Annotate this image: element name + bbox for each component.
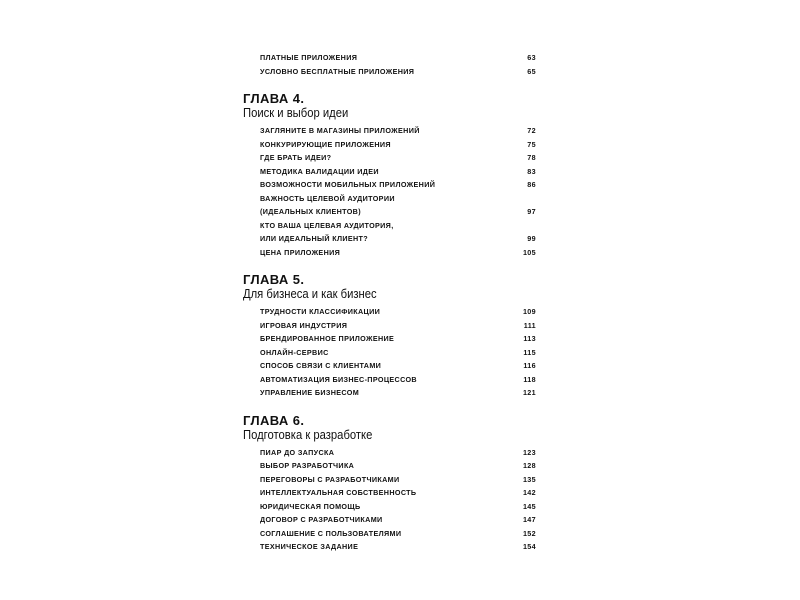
toc-entry-page: 109 bbox=[522, 307, 536, 316]
toc-entry bbox=[243, 219, 540, 233]
toc-entry-page: 75 bbox=[527, 139, 536, 149]
toc-entry bbox=[243, 359, 540, 373]
toc-entry-page: 123 bbox=[522, 447, 536, 457]
toc-entry bbox=[243, 192, 540, 206]
toc-entry bbox=[243, 246, 540, 260]
chapter-4 bbox=[243, 92, 540, 259]
toc-entry-page: 154 bbox=[522, 542, 536, 551]
toc-entry-page: 152 bbox=[522, 528, 536, 538]
toc-entry bbox=[243, 540, 540, 554]
toc-entry bbox=[243, 51, 540, 65]
toc-entry-title: БРЕНДИРОВАННОЕ ПРИЛОЖЕНИЕ bbox=[260, 334, 395, 343]
toc-entry-title: СПОСОБ СВЯЗИ С КЛИЕНТАМИ bbox=[260, 361, 382, 370]
toc-entry-title: ВОЗМОЖНОСТИ МОБИЛЬНЫХ ПРИЛОЖЕНИЙ bbox=[260, 180, 436, 189]
toc-entry bbox=[243, 305, 540, 319]
toc-entry bbox=[243, 151, 540, 165]
toc-entry-title: ТРУДНОСТИ КЛАССИФИКАЦИИ bbox=[260, 307, 381, 316]
toc-entry bbox=[243, 346, 540, 360]
toc-entry-page: 72 bbox=[527, 126, 536, 135]
lead-entries bbox=[243, 0, 540, 78]
toc-entry-page: 135 bbox=[522, 474, 536, 484]
toc-entry bbox=[243, 486, 540, 500]
toc-entry-title: ПИАР ДО ЗАПУСКА bbox=[260, 447, 335, 457]
toc-entry-title: ПЕРЕГОВОРЫ С РАЗРАБОТЧИКАМИ bbox=[260, 474, 400, 484]
chapter-title: Подготовка к разработке bbox=[243, 427, 373, 442]
toc-entry-page: 115 bbox=[523, 347, 536, 357]
toc-entry-page: 111 bbox=[523, 320, 536, 330]
chapter-6 bbox=[243, 414, 540, 554]
chapter-title: Для бизнеса и как бизнес bbox=[243, 287, 377, 301]
chapter-5 bbox=[243, 273, 540, 400]
toc-entry-title: АВТОМАТИЗАЦИЯ БИЗНЕС-ПРОЦЕССОВ bbox=[260, 374, 417, 384]
chapter-label: ГЛАВА 6. bbox=[243, 412, 305, 428]
toc-entry-page: 99 bbox=[527, 234, 536, 243]
toc-entry-page: 78 bbox=[527, 153, 536, 162]
toc-entry-page: 105 bbox=[522, 247, 536, 257]
toc-entry-title: ИНТЕЛЛЕКТУАЛЬНАЯ СОБСТВЕННОСТЬ bbox=[260, 488, 417, 497]
toc-entry bbox=[243, 232, 540, 246]
toc-entry-page: 128 bbox=[522, 461, 536, 470]
chapter-title: Поиск и выбор идеи bbox=[243, 106, 349, 120]
toc-entry-page: 121 bbox=[522, 388, 536, 397]
toc-entry-page: 142 bbox=[522, 488, 536, 497]
toc-entry-title: ИЛИ ИДЕАЛЬНЫЙ КЛИЕНТ? bbox=[260, 234, 369, 243]
toc-entry bbox=[243, 319, 540, 333]
toc-entry-page: 86 bbox=[527, 180, 536, 189]
toc-entry-title: ЗАГЛЯНИТЕ В МАГАЗИНЫ ПРИЛОЖЕНИЙ bbox=[260, 126, 420, 135]
toc-entry-title: СОГЛАШЕНИЕ С ПОЛЬЗОВАТЕЛЯМИ bbox=[260, 528, 402, 538]
chapter-heading bbox=[243, 414, 540, 442]
toc-entry bbox=[243, 65, 540, 79]
toc-entry-page: 97 bbox=[527, 207, 536, 216]
toc-entry-title: ОНЛАЙН-СЕРВИС bbox=[260, 347, 329, 357]
toc-entry-title: КОНКУРИРУЮЩИЕ ПРИЛОЖЕНИЯ bbox=[260, 139, 391, 149]
toc-entry-title: МЕТОДИКА ВАЛИДАЦИИ ИДЕИ bbox=[260, 166, 379, 176]
chapter-label: ГЛАВА 5. bbox=[243, 272, 305, 287]
toc-entry bbox=[243, 473, 540, 487]
toc-entry-page: 63 bbox=[527, 53, 536, 62]
chapter-label: ГЛАВА 4. bbox=[243, 91, 305, 106]
toc-entry-title: ТЕХНИЧЕСКОЕ ЗАДАНИЕ bbox=[260, 542, 359, 551]
toc-entry bbox=[243, 138, 540, 152]
toc-entry-page: 65 bbox=[527, 66, 536, 76]
toc-entry bbox=[243, 124, 540, 138]
toc-entry-title: ИГРОВАЯ ИНДУСТРИЯ bbox=[260, 320, 348, 330]
toc-entry-page: 113 bbox=[523, 334, 536, 343]
chapter-heading bbox=[243, 92, 540, 120]
toc-entry bbox=[243, 332, 540, 346]
toc-entry bbox=[243, 205, 540, 219]
toc-entry bbox=[243, 178, 540, 192]
toc-entry-title: ВЫБОР РАЗРАБОТЧИКА bbox=[260, 461, 355, 470]
toc-entry bbox=[243, 373, 540, 387]
toc-entry-page: 118 bbox=[523, 374, 536, 384]
toc-entry bbox=[243, 459, 540, 473]
toc-entry-title: ЦЕНА ПРИЛОЖЕНИЯ bbox=[260, 247, 341, 257]
toc-entry-title: ПЛАТНЫЕ ПРИЛОЖЕНИЯ bbox=[260, 53, 358, 62]
toc-entry-title: ГДЕ БРАТЬ ИДЕИ? bbox=[260, 153, 332, 162]
toc-entry bbox=[243, 165, 540, 179]
toc-entry-page: 147 bbox=[522, 515, 536, 524]
toc-entry bbox=[243, 446, 540, 460]
toc-entry bbox=[243, 500, 540, 514]
toc-entry bbox=[243, 386, 540, 400]
toc-entry-page: 145 bbox=[522, 501, 536, 511]
toc-entry-title: (ИДЕАЛЬНЫХ КЛИЕНТОВ) bbox=[260, 207, 361, 216]
table-of-contents-page bbox=[243, 0, 540, 600]
chapter-heading bbox=[243, 273, 540, 301]
toc-entry-title: ДОГОВОР С РАЗРАБОТЧИКАМИ bbox=[260, 515, 383, 524]
toc-entry bbox=[243, 513, 540, 527]
toc-entry-title: УСЛОВНО БЕСПЛАТНЫЕ ПРИЛОЖЕНИЯ bbox=[260, 66, 415, 76]
toc-entry-title: КТО ВАША ЦЕЛЕВАЯ АУДИТОРИЯ, bbox=[260, 220, 394, 230]
toc-entry-title: ЮРИДИЧЕСКАЯ ПОМОЩЬ bbox=[260, 501, 361, 511]
toc-entry bbox=[243, 527, 540, 541]
toc-entry-page: 116 bbox=[523, 361, 536, 370]
toc-entry-title: УПРАВЛЕНИЕ БИЗНЕСОМ bbox=[260, 388, 360, 397]
toc-entry-page: 83 bbox=[527, 166, 536, 176]
toc-entry-title: ВАЖНОСТЬ ЦЕЛЕВОЙ АУДИТОРИИ bbox=[260, 193, 395, 203]
